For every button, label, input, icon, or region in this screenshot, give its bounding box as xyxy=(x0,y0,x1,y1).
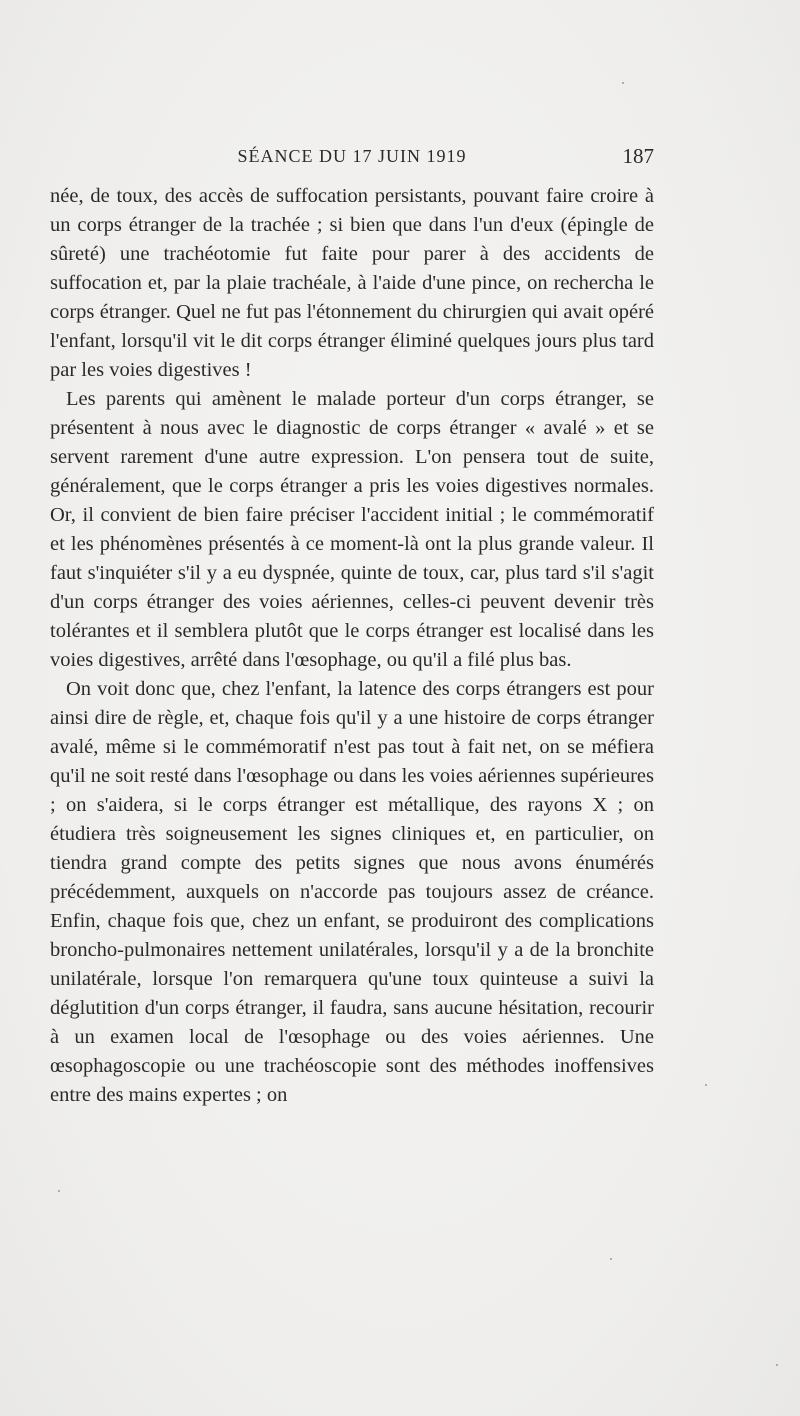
body-text xyxy=(50,182,654,1110)
running-title: SÉANCE DU 17 JUIN 1919 xyxy=(237,146,467,166)
paper-speck xyxy=(622,82,624,84)
paragraph-3: On voit donc que, chez l'enfant, la latence des corps étrangers est pour ainsi dire de règle, et, chaque fois qu'il y a une histoire de corps étranger avalé, même si le commémoratif n'est pas tout à fait net, on se méfiera qu'il ne soit resté dans l'œsophage ou dans les voies aériennes supérieures ; on s'aidera, si le corps étranger est métallique, des rayons X ; on étudiera très soigneusement les signes cliniques et, en particulier, on tiendra grand compte des petits signes que nous avons énumérés précédemment, auxquels on n'accorde pas toujours assez de créance. Enfin, chaque fois que, chez un enfant, se produiront des complications broncho-pulmonaires nettement unilatérales, lorsqu'il y a de la bronchite unilatérale, lorsque l'on remarquera qu'une toux quinteuse a suivi la déglutition d'un corps étranger, il faudra, sans aucune hésitation, recourir à un examen local de l'œsophage ou des voies aériennes. Une œsophagoscopie ou une trachéoscopie sont des méthodes inoffensives entre des mains expertes ; on xyxy=(50,678,654,1106)
page-header xyxy=(50,146,654,174)
paragraph-1: née, de toux, des accès de suffocation persistants, pouvant faire croire à un corps étranger de la trachée ; si bien que dans l'un d'eux (épingle de sûreté) une trachéotomie fut faite pour parer à des accidents de suffocation et, par la plaie trachéale, à l'aide d'une pince, on rechercha le corps étranger. Quel ne fut pas l'étonnement du chirurgien qui avait opéré l'enfant, lorsqu'il vit le dit corps étranger éliminé quelques jours plus tard par les voies digestives ! xyxy=(50,185,654,381)
paper-speck xyxy=(776,1364,778,1366)
paper-speck xyxy=(610,1258,612,1260)
paper-speck xyxy=(705,1084,707,1086)
paper-speck xyxy=(58,1190,60,1192)
paragraph-2: Les parents qui amènent le malade porteur d'un corps étranger, se présentent à nous avec le diagnostic de corps étranger « avalé » et se servent rarement d'une autre expression. L'on pensera tout de suite, généralement, que le corps étranger a pris les voies digestives normales. Or, il convient de bien faire préciser l'accident initial ; le commémoratif et les phénomènes présentés à ce moment-là ont la plus grande valeur. Il faut s'inquiéter s'il y a eu dyspnée, quinte de toux, car, plus tard s'il s'agit d'un corps étranger des voies aériennes, celles-ci peuvent devenir très tolérantes et il semblera plutôt que le corps étranger est localisé dans les voies digestives, arrêté dans l'œsophage, ou qu'il a filé plus bas. xyxy=(50,388,654,671)
page-number: 187 xyxy=(622,144,654,168)
